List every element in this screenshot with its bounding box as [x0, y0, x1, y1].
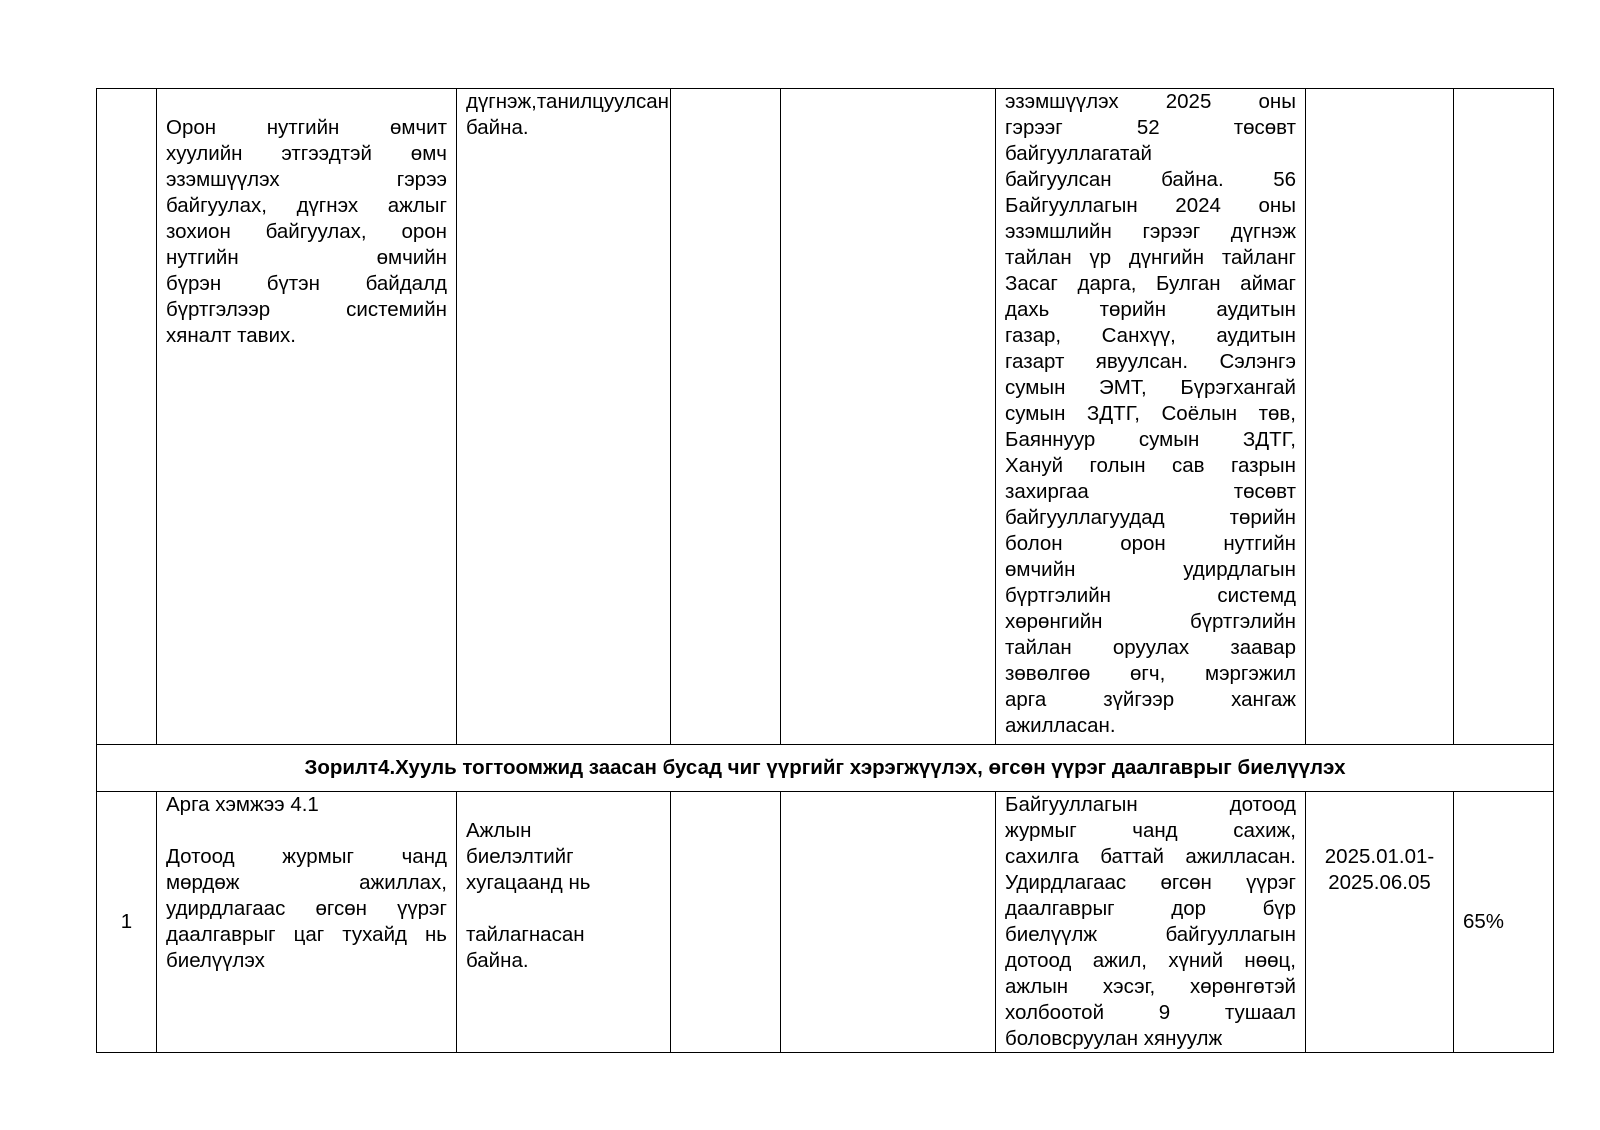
text-line: удирдлагаас өгсөн үүрэг	[166, 897, 447, 920]
cell-percent	[1454, 792, 1554, 1053]
text-line: сахилга баттай ажилласан.	[1005, 845, 1296, 868]
text-line: байгууллагатай	[1005, 142, 1152, 165]
text-line: дотоод ажил, хүний нөөц,	[1005, 949, 1296, 972]
cell-result	[996, 792, 1306, 1053]
text-line: холбоотой 9 тушаал	[1005, 1001, 1296, 1024]
text-line: Байгууллагын дотоод	[1005, 793, 1296, 816]
text-line: зохион байгуулах, орон	[166, 220, 447, 243]
result-text	[1005, 89, 1296, 739]
text-line: захиргаа төсөвт	[1005, 480, 1296, 503]
cell-criteria	[457, 792, 671, 1053]
text-line: Хануй голын сав газрын	[1005, 454, 1296, 477]
text-line: ажлын хэсэг, хөрөнгөтэй	[1005, 975, 1296, 998]
text-line: сумын ЭМТ, Бүрэгхангай	[1005, 376, 1296, 399]
text-line: эзэмшүүлэх гэрээ	[166, 168, 447, 191]
text-line: зөвөлгөө өгч, мэргэжил	[1005, 662, 1296, 685]
text-line: биелүүлж байгууллагын	[1005, 923, 1296, 946]
cell-empty-2	[781, 792, 996, 1053]
cell-criteria	[457, 89, 671, 745]
text-line: Дотоод журмыг чанд	[166, 845, 447, 868]
text-line: байгууллагуудад төрийн	[1005, 506, 1296, 529]
text-line: дахь төрийн аудитын	[1005, 298, 1296, 321]
text-line: сан байна.	[466, 90, 669, 139]
goal-row	[97, 745, 1554, 792]
text-line: газар, Санхүү, аудитын	[1005, 324, 1296, 347]
result-text	[1005, 792, 1296, 1052]
text-line: хөрөнгийн бүртгэлийн	[1005, 610, 1296, 633]
cell-activity	[157, 792, 457, 1053]
table-row	[97, 792, 1554, 1053]
cell-period	[1306, 792, 1454, 1053]
text-line: даалгаврыг дор бүр	[1005, 897, 1296, 920]
text-line: биелүүлэх	[166, 949, 265, 972]
text-line: бүртгэлээр системийн	[166, 298, 447, 321]
text-line: мөрдөж ажиллах,	[166, 871, 447, 894]
text-line: Орон нутгийн өмчит	[166, 116, 447, 139]
text-line: хуулийн этгээдтэй өмч	[166, 142, 447, 165]
text-line: хяналт тавих.	[166, 324, 296, 347]
text-line: Засаг дарга, Булган аймаг	[1005, 272, 1296, 295]
text-line: сумын ЗДТГ, Соёлын төв,	[1005, 402, 1296, 425]
text-line: тайлан үр дүнгийн тайланг	[1005, 246, 1296, 269]
text-line: Удирдлагаас өгсөн үүрэг	[1005, 871, 1296, 894]
text-line: Байгууллагын 2024 оны	[1005, 194, 1296, 217]
text-line: ажилласан.	[1005, 714, 1116, 737]
row-number: 1	[97, 792, 157, 1053]
cell-percent	[1454, 89, 1554, 745]
period-text: 2025.01.01- 2025.06.05	[1324, 845, 1435, 894]
plan-report-table	[96, 88, 1554, 1053]
text-line: гэрээг 52 төсөвт	[1005, 116, 1296, 139]
text-line: эзэмшлийн гэрээг дүгнэж	[1005, 220, 1296, 243]
text-line: Баяннуур сумын ЗДТГ,	[1005, 428, 1296, 451]
measure-title: Арга хэмжээ 4.1	[166, 793, 319, 816]
table-row	[97, 89, 1554, 745]
text-line: тайлан оруулах заавар	[1005, 636, 1296, 659]
percent-text: 65%	[1463, 910, 1505, 933]
cell-empty-2	[781, 89, 996, 745]
text-line: боловсруулан хянуулж	[1005, 1027, 1223, 1050]
text-line: эзэмшүүлэх 2025 оны	[1005, 90, 1296, 113]
text-line: дүгнэж,танилцуул	[466, 90, 636, 113]
goal-heading: Зорилт4.Хууль тогтоомжид заасан бусад чиг үүргийг хэрэгжүүлэх, өгсөн үүрэг даалгаврыг биелүүлэх	[97, 745, 1554, 792]
criteria-text	[466, 89, 669, 141]
criteria-text: Ажлын биелэлтийг хугацаанд нь тайлагнасан байна.	[466, 819, 591, 972]
cell-empty-1	[671, 89, 781, 745]
cell-period	[1306, 89, 1454, 745]
cell-result	[996, 89, 1306, 745]
cell-number	[97, 89, 157, 745]
text-line: өмчийн удирдлагын	[1005, 558, 1296, 581]
text-line: болон орон нутгийн	[1005, 532, 1296, 555]
text-line: бүрэн бүтэн байдалд	[166, 272, 447, 295]
text-line: журмыг чанд сахиж,	[1005, 819, 1296, 842]
text-line: байгуулах, дүгнэх ажлыг	[166, 194, 447, 217]
text-line: даалгаврыг цаг тухайд нь	[166, 923, 447, 946]
activity-text	[166, 115, 447, 349]
activity-text	[166, 844, 447, 974]
text-line: газарт явуулсан. Сэлэнгэ	[1005, 350, 1296, 373]
cell-activity	[157, 89, 457, 745]
text-line: нутгийн өмчийн	[166, 246, 447, 269]
text-line: байгуулсан байна. 56	[1005, 168, 1296, 191]
cell-empty-1	[671, 792, 781, 1053]
text-line: арга зүйгээр хангаж	[1005, 688, 1296, 711]
text-line: бүртгэлийн системд	[1005, 584, 1296, 607]
